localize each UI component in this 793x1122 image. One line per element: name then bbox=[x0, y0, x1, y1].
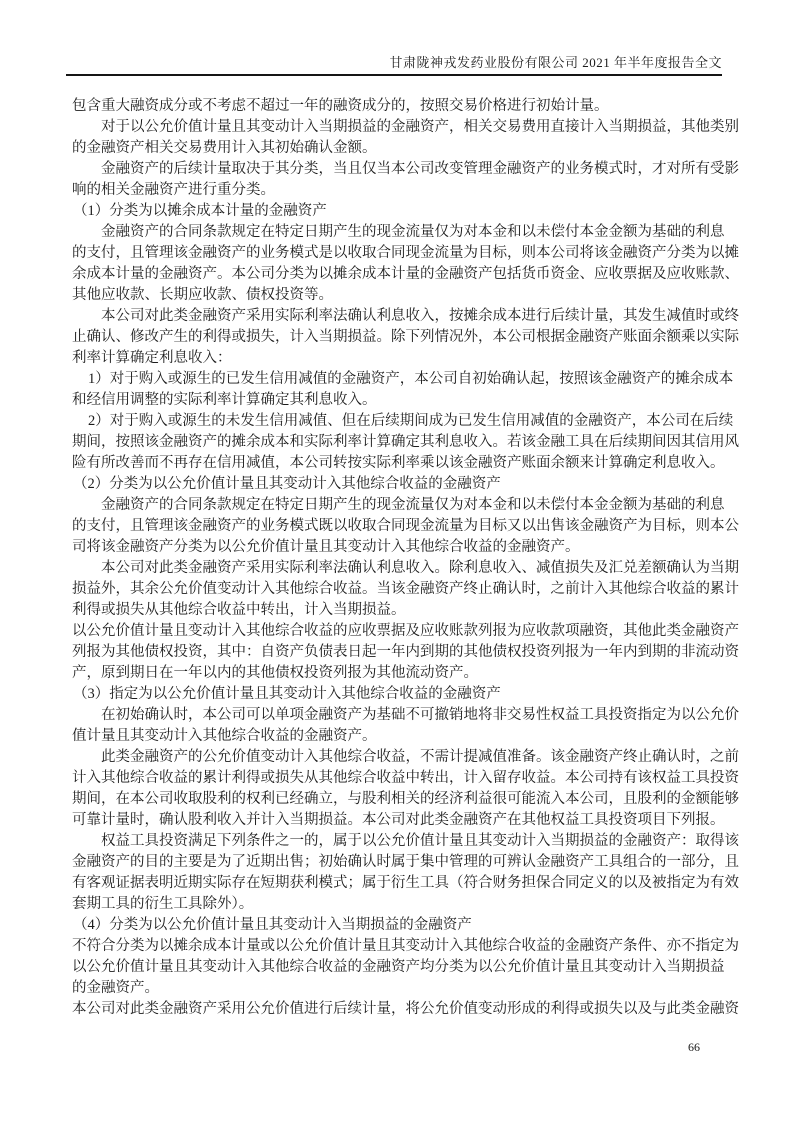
text-line: 利率计算确定利息收入： bbox=[72, 350, 232, 366]
text-line: 余成本计量的金融资产。本公司分类为以摊余成本计量的金融资产包括货币资金、应收票据及应收账款、 bbox=[72, 266, 739, 282]
text-line: 计入其他综合收益的累计利得或损失从其他综合收益中转出，计入留存收益。本公司持有该权益工具投资 bbox=[72, 770, 739, 786]
text-line: 2）对于购入或源生的未发生信用减值、但在后续期间成为已发生信用减值的金融资产，本公司在后续 bbox=[88, 413, 734, 429]
running-header-title: 甘肃陇神戎发药业股份有限公司 2021 年半年度报告全文 bbox=[389, 55, 722, 70]
text-line: 金融资产的目的主要是为了近期出售；初始确认时属于集中管理的可辨认金融资产工具组合的一部分，且 bbox=[72, 854, 739, 870]
text-line: 此类金融资产的公允价值变动计入其他综合收益，不需计提减值准备。该金融资产终止确认时，之前 bbox=[101, 749, 739, 765]
text-line: 的支付，且管理该金融资产的业务模式既以收取合同现金流量为目标又以出售该金融资产为目标，则本公 bbox=[72, 518, 739, 534]
text-line: 的支付，且管理该金融资产的业务模式是以收取合同现金流量为目标，则本公司将该金融资产分类为以摊 bbox=[72, 245, 739, 261]
text-line: （1）分类为以摊余成本计量的金融资产 bbox=[73, 203, 327, 219]
text-line: 损益外，其余公允价值变动计入其他综合收益。当该金融资产终止确认时，之前计入其他综合收益的累计 bbox=[72, 581, 739, 597]
text-line: 的金融资产相关交易费用计入其初始确认金额。 bbox=[72, 140, 377, 156]
text-line: （3）指定为以公允价值计量且其变动计入其他综合收益的金融资产 bbox=[73, 686, 501, 702]
page-number: 66 bbox=[688, 1040, 700, 1054]
text-line: 期间，按照该金融资产的摊余成本和实际利率计算确定其利息收入。若该金融工具在后续期间因其信用风 bbox=[72, 434, 739, 450]
text-line: 的金融资产。 bbox=[72, 980, 159, 996]
text-line: 对于以公允价值计量且其变动计入当期损益的金融资产，相关交易费用直接计入当期损益，其他类别 bbox=[101, 119, 739, 135]
text-line: 金融资产的后续计量取决于其分类，当且仅当本公司改变管理金融资产的业务模式时，才对所有受影 bbox=[101, 161, 739, 177]
text-line: （4）分类为以公允价值计量且其变动计入当期损益的金融资产 bbox=[73, 917, 472, 933]
text-line: 利得或损失从其他综合收益中转出，计入当期损益。 bbox=[72, 602, 406, 618]
text-line: 在初始确认时，本公司可以单项金融资产为基础不可撤销地将非交易性权益工具投资指定为以公允价 bbox=[101, 707, 739, 723]
text-line: 止确认、修改产生的利得或损失，计入当期损益。除下列情况外，本公司根据金融资产账面余额乘以实际 bbox=[72, 329, 739, 345]
text-line: 不符合分类为以摊余成本计量或以公允价值计量且其变动计入其他综合收益的金融资产条件、亦不指定为 bbox=[72, 938, 739, 954]
text-line: 金融资产的合同条款规定在特定日期产生的现金流量仅为对本金和以未偿付本金金额为基础的利息 bbox=[101, 224, 725, 240]
text-line: 有客观证据表明近期实际存在短期获利模式；属于衍生工具（符合财务担保合同定义的以及被指定为有效 bbox=[72, 875, 739, 891]
header-rule bbox=[66, 74, 722, 76]
text-line: 值计量且其变动计入其他综合收益的金融资产。 bbox=[72, 728, 377, 744]
text-line: 产，原到期日在一年以内的其他债权投资列报为其他流动资产。 bbox=[72, 665, 478, 681]
text-line: 套期工具的衍生工具除外）。 bbox=[72, 896, 254, 912]
text-line: 险有所改善而不再存在信用减值，本公司转按实际利率乘以该金融资产账面余额来计算确定利息收入。 bbox=[72, 455, 725, 471]
text-line: 司将该金融资产分类为以公允价值计量且其变动计入其他综合收益的金融资产。 bbox=[72, 539, 580, 555]
text-line: 本公司对此类金融资产采用实际利率法确认利息收入。除利息收入、减值损失及汇兑差额确认为当期 bbox=[101, 560, 739, 576]
text-line: 1）对于购入或源生的已发生信用减值的金融资产，本公司自初始确认起，按照该金融资产的摊余成本 bbox=[88, 371, 734, 387]
text-line: 金融资产的合同条款规定在特定日期产生的现金流量仅为对本金和以未偿付本金金额为基础的利息 bbox=[101, 497, 725, 513]
text-line: 本公司对此类金融资产采用公允价值进行后续计量，将公允价值变动形成的利得或损失以及与此类金融资 bbox=[72, 1001, 739, 1017]
text-line: （2）分类为以公允价值计量且其变动计入其他综合收益的金融资产 bbox=[73, 476, 501, 492]
text-line: 可靠计量时，确认股利收入并计入当期损益。本公司对此类金融资产在其他权益工具投资项目下列报。 bbox=[72, 812, 725, 828]
text-line: 包含重大融资成分或不考虑不超过一年的融资成分的，按照交易价格进行初始计量。 bbox=[72, 98, 609, 114]
text-line: 其他应收款、长期应收款、债权投资等。 bbox=[72, 287, 333, 303]
text-line: 以公允价值计量且其变动计入其他综合收益的金融资产均分类为以公允价值计量且其变动计入当期损益 bbox=[72, 959, 725, 975]
text-line: 列报为其他债权投资，其中：自资产负债表日起一年内到期的其他债权投资列报为一年内到期的非流动资 bbox=[72, 644, 739, 660]
document-body bbox=[72, 96, 740, 1020]
text-line: 权益工具投资满足下列条件之一的，属于以公允价值计量且其变动计入当期损益的金融资产：取得该 bbox=[101, 833, 739, 849]
text-line: 本公司对此类金融资产采用实际利率法确认利息收入，按摊余成本进行后续计量，其发生减值时或终 bbox=[101, 308, 739, 324]
text-line: 响的相关金融资产进行重分类。 bbox=[72, 182, 275, 198]
running-header bbox=[66, 52, 722, 71]
text-line: 和经信用调整的实际利率计算确定其利息收入。 bbox=[72, 392, 377, 408]
text-line: 期间，在本公司收取股利的权利已经确立，与股利相关的经济利益很可能流入本公司，且股利的金额能够 bbox=[72, 791, 739, 807]
text-line: 以公允价值计量且变动计入其他综合收益的应收票据及应收账款列报为应收款项融资，其他此类金融资产 bbox=[72, 623, 739, 639]
